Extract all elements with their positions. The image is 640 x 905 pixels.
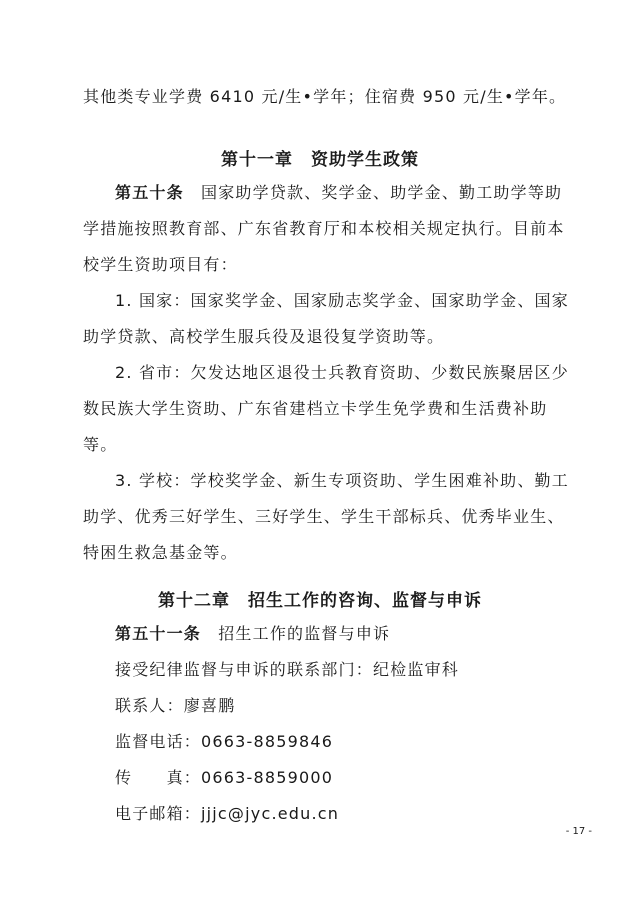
contact-person: 联系人：廖喜鹏 xyxy=(115,696,236,715)
article-50-text: 国家助学贷款、奖学金、助学金、勤工助学等助 xyxy=(183,183,563,202)
supervision-department: 接受纪律监督与申诉的联系部门：纪检监审科 xyxy=(115,660,460,679)
article-50-line-3: 校学生资助项目有： xyxy=(83,255,238,274)
fax-number: 传 真：0663-8859000 xyxy=(115,768,334,787)
item-3-line-3: 特困生救急基金等。 xyxy=(83,543,238,562)
article-50-line-2: 学措施按照教育部、广东省教育厅和本校相关规定执行。目前本 xyxy=(83,219,565,238)
item-1-line-2: 助学贷款、高校学生服兵役及退役复学资助等。 xyxy=(83,327,445,346)
email-address: 电子邮箱：jjjc@jyc.edu.cn xyxy=(115,804,340,823)
article-50-label: 第五十条 xyxy=(115,183,184,202)
item-2-line-1: 2. 省市：欠发达地区退役士兵教育资助、少数民族聚居区少 xyxy=(115,363,569,382)
supervision-phone: 监督电话：0663-8859846 xyxy=(115,732,334,751)
page-number: - 17 - xyxy=(565,826,592,837)
chapter-11-title: 第十一章 资助学生政策 xyxy=(221,150,419,170)
item-2-line-2: 数民族大学生资助、广东省建档立卡学生免学费和生活费补助 xyxy=(83,399,548,418)
fees-line: 其他类专业学费 6410 元/生•学年；住宿费 950 元/生•学年。 xyxy=(83,87,567,106)
article-50-line-1 xyxy=(83,175,561,211)
item-1-line-1: 1. 国家：国家奖学金、国家励志奖学金、国家助学金、国家 xyxy=(115,291,569,310)
item-3-line-2: 助学、优秀三好学生、三好学生、学生干部标兵、优秀毕业生、 xyxy=(83,507,565,526)
item-3-line-1: 3. 学校：学校奖学金、新生专项资助、学生困难补助、勤工 xyxy=(115,471,569,490)
item-2-line-3: 等。 xyxy=(83,435,118,454)
chapter-12-title: 第十二章 招生工作的咨询、监督与申诉 xyxy=(158,591,482,611)
article-51-line xyxy=(83,616,561,652)
article-51-text: 招生工作的监督与申诉 xyxy=(201,624,391,643)
article-51-label: 第五十一条 xyxy=(115,624,202,643)
